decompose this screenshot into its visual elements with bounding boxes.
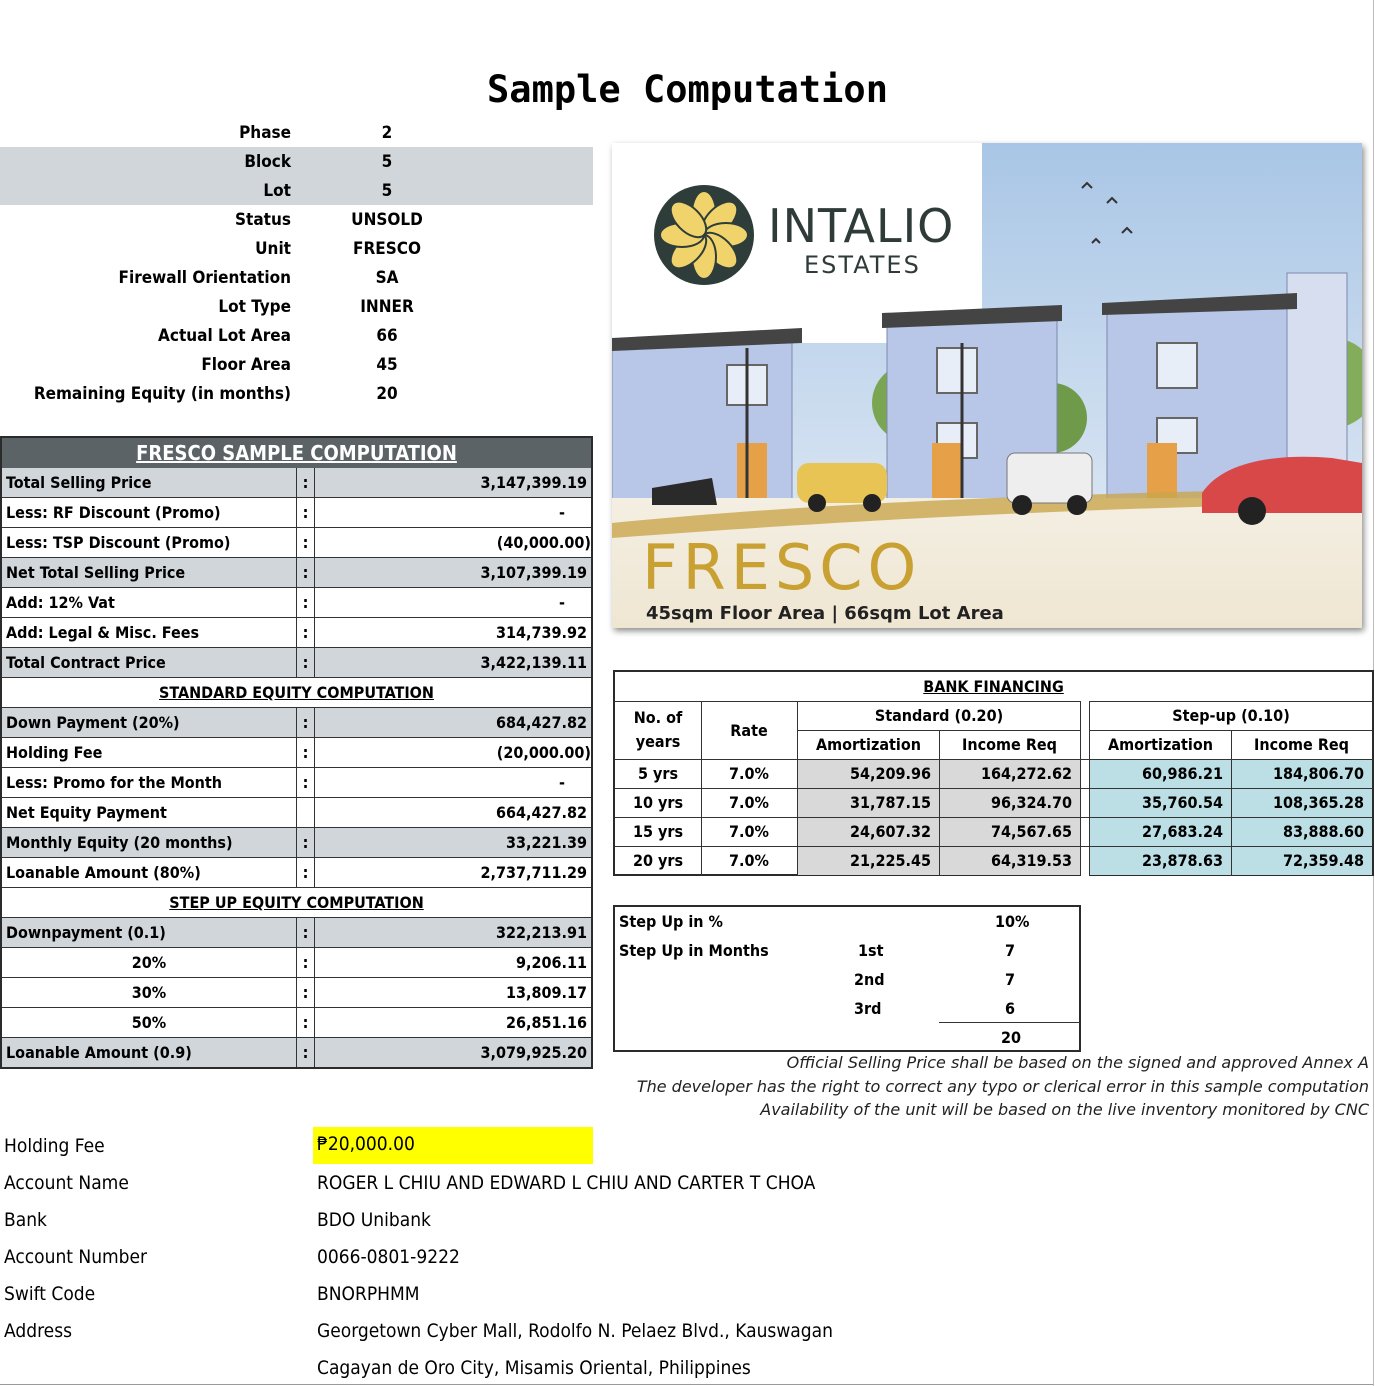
- bank-cell-u-income: 83,888.60: [1282, 822, 1364, 841]
- stepup-ord: 1st: [858, 941, 884, 960]
- stepup-pct-label: Step Up in %: [619, 912, 723, 931]
- row-value: -: [559, 593, 565, 612]
- colon: :: [297, 768, 315, 797]
- colon: :: [297, 648, 315, 677]
- row-value: -: [559, 773, 565, 792]
- stepup-header: Step-up (0.10): [1172, 706, 1290, 725]
- colon: :: [297, 1008, 315, 1037]
- stepup-months-value: 7: [1005, 941, 1016, 960]
- row-label: Less: TSP Discount (Promo): [2, 528, 297, 557]
- info-value: UNSOLD: [351, 209, 423, 230]
- row-label: 30%: [2, 978, 297, 1007]
- info-row: [0, 205, 593, 234]
- info-value: 45: [376, 354, 398, 375]
- std-income-header: Income Req: [962, 735, 1057, 754]
- bottom-border: [0, 1384, 1373, 1385]
- grid-line: [939, 730, 940, 876]
- bank-cell-years: 10 yrs: [632, 793, 684, 812]
- row-label: Loanable Amount (0.9): [2, 1038, 297, 1067]
- row-value: 3,107,399.19: [480, 563, 587, 582]
- table-row: [2, 828, 591, 858]
- row-value: 26,851.16: [505, 1013, 587, 1032]
- info-row: [0, 147, 593, 176]
- row-label: Monthly Equity (20 months): [2, 828, 297, 857]
- bank-cell-u-amort: 35,760.54: [1141, 793, 1223, 812]
- info-value: 5: [381, 151, 393, 172]
- grid-line: [615, 817, 1372, 818]
- row-value: 3,079,925.20: [480, 1043, 587, 1062]
- colon: :: [297, 918, 315, 947]
- table-row: [2, 1038, 591, 1067]
- colon: :: [297, 528, 315, 557]
- info-row: [0, 118, 593, 147]
- standard-header: Standard (0.20): [874, 706, 1004, 725]
- info-row: [0, 263, 593, 292]
- account-number-value: 0066-0801-9222: [317, 1246, 460, 1268]
- standard-equity-header: STANDARD EQUITY COMPUTATION: [2, 678, 591, 708]
- bank-cell-u-amort: 60,986.21: [1141, 764, 1223, 783]
- colon: :: [297, 828, 315, 857]
- info-value: FRESCO: [353, 238, 421, 259]
- table-row: [2, 768, 591, 798]
- address-line1: Georgetown Cyber Mall, Rodolfo N. Pelaez Blvd., Kauswagan: [317, 1320, 833, 1342]
- table-row: [2, 648, 591, 678]
- table-row: [2, 798, 591, 828]
- info-row: [0, 321, 593, 350]
- row-value: 2,737,711.29: [480, 863, 587, 882]
- brand-name: INTALIO: [768, 199, 955, 253]
- colon: :: [297, 708, 315, 737]
- table-row: [2, 558, 591, 588]
- table-row: [2, 708, 591, 738]
- row-label: 20%: [2, 948, 297, 977]
- bank-cell-rate: 7.0%: [729, 822, 769, 841]
- bank-cell-s-amort: 24,607.32: [849, 822, 931, 841]
- grid-line: [798, 730, 1080, 731]
- info-label: Block: [244, 151, 291, 172]
- grid-line: [615, 759, 1372, 760]
- bank-cell-years: 15 yrs: [632, 822, 684, 841]
- row-value: (40,000.00): [496, 533, 591, 552]
- bank-cell-s-income: 96,324.70: [990, 793, 1072, 812]
- bank-cell-u-income: 72,359.48: [1282, 851, 1364, 870]
- brand-subtitle: ESTATES: [804, 251, 921, 279]
- row-label: Less: RF Discount (Promo): [2, 498, 297, 527]
- account-number-label: Account Number: [4, 1246, 148, 1268]
- area-caption: 45sqm Floor Area | 66sqm Lot Area: [646, 603, 1004, 624]
- std-amort-header: Amortization: [816, 735, 921, 754]
- row-value: 684,427.82: [495, 713, 587, 732]
- colon: :: [297, 738, 315, 767]
- info-value: 20: [376, 383, 398, 404]
- row-label: Less: Promo for the Month: [2, 768, 297, 797]
- col-years: No. of years: [633, 708, 683, 751]
- address-line2: Cagayan de Oro City, Misamis Oriental, Philippines: [317, 1357, 751, 1379]
- stepup-total: 20: [1001, 1028, 1022, 1047]
- table-row: [2, 618, 591, 648]
- info-label: Firewall Orientation: [118, 267, 291, 288]
- bank-value: BDO Unibank: [317, 1209, 431, 1231]
- note: Availability of the unit will be based on the live inventory monitored by CNC: [760, 1100, 1369, 1119]
- info-label: Phase: [239, 122, 291, 143]
- table-row: [2, 528, 591, 558]
- table-row: [2, 858, 591, 888]
- table-row: [2, 588, 591, 618]
- property-image: [612, 143, 1362, 628]
- row-label: Down Payment (20%): [2, 708, 297, 737]
- info-row: [0, 350, 593, 379]
- row-label: Net Equity Payment: [2, 798, 297, 827]
- colon: :: [297, 468, 315, 497]
- row-value: 664,427.82: [495, 803, 587, 822]
- note: Official Selling Price shall be based on the signed and approved Annex A: [786, 1053, 1369, 1072]
- info-value: INNER: [360, 296, 414, 317]
- stepup-months-label: Step Up in Months: [619, 941, 769, 960]
- stepup-income-header: Income Req: [1254, 735, 1349, 754]
- row-label: Downpayment (0.1): [2, 918, 297, 947]
- colon: :: [297, 858, 315, 887]
- unit-info: [0, 118, 593, 408]
- colon: :: [297, 1038, 315, 1067]
- bank-cell-u-amort: 27,683.24: [1141, 822, 1223, 841]
- info-row: [0, 379, 593, 408]
- holding-fee-label: Holding Fee: [4, 1135, 105, 1157]
- swift-code-label: Swift Code: [4, 1283, 96, 1305]
- table-row: [2, 1008, 591, 1038]
- bank-label: Bank: [4, 1209, 47, 1231]
- row-value: 314,739.92: [495, 623, 587, 642]
- table-row: [2, 918, 591, 948]
- row-value: 3,422,139.11: [480, 653, 587, 672]
- fresco-header: FRESCO SAMPLE COMPUTATION: [2, 438, 591, 468]
- bank-financing-table: [613, 670, 1374, 876]
- info-label: Lot: [263, 180, 291, 201]
- colon: :: [297, 588, 315, 617]
- grid-line: [1231, 730, 1232, 876]
- account-name-label: Account Name: [4, 1172, 129, 1194]
- info-row: [0, 234, 593, 263]
- row-value: 3,147,399.19: [480, 473, 587, 492]
- row-label: 50%: [2, 1008, 297, 1037]
- bank-cell-u-income: 108,365.28: [1272, 793, 1364, 812]
- bank-cell-s-amort: 21,225.45: [849, 851, 931, 870]
- info-value: 66: [376, 325, 398, 346]
- row-value: 9,206.11: [515, 953, 587, 972]
- stepup-pct-value: 10%: [995, 912, 1030, 931]
- stepup-schedule: [613, 905, 1081, 1052]
- holding-fee-value: ₱20,000.00: [317, 1133, 415, 1155]
- stepup-months-value: 6: [1005, 999, 1016, 1018]
- bank-cell-s-income: 64,319.53: [990, 851, 1072, 870]
- colon: :: [297, 498, 315, 527]
- note: The developer has the right to correct any typo or clerical error in this sample computation: [636, 1077, 1369, 1096]
- row-value: (20,000.00): [496, 743, 591, 762]
- table-row: [2, 468, 591, 498]
- info-value: 5: [381, 180, 393, 201]
- bank-cell-rate: 7.0%: [729, 764, 769, 783]
- stepup-equity-header: STEP UP EQUITY COMPUTATION: [2, 888, 591, 918]
- row-label: Holding Fee: [2, 738, 297, 767]
- bank-cell-u-income: 184,806.70: [1272, 764, 1364, 783]
- stepup-ord: 3rd: [854, 999, 882, 1018]
- page-title: Sample Computation: [487, 68, 888, 111]
- row-value: 322,213.91: [495, 923, 587, 942]
- row-label: Add: Legal & Misc. Fees: [2, 618, 297, 647]
- fresco-computation-table: [0, 436, 593, 1069]
- sum-line: [939, 1022, 1081, 1023]
- row-label: Total Selling Price: [2, 468, 297, 497]
- info-value: 2: [381, 122, 393, 143]
- swift-code-value: BNORPHMM: [317, 1283, 420, 1305]
- row-value: -: [559, 503, 565, 522]
- bank-cell-s-income: 164,272.62: [980, 764, 1072, 783]
- info-label: Unit: [255, 238, 291, 259]
- colon: :: [297, 948, 315, 977]
- row-label: Total Contract Price: [2, 648, 297, 677]
- account-name-value: ROGER L CHIU AND EDWARD L CHIU AND CARTER T CHOA: [317, 1172, 816, 1194]
- colon: :: [297, 978, 315, 1007]
- info-label: Status: [235, 209, 291, 230]
- row-label: Net Total Selling Price: [2, 558, 297, 587]
- table-row: [2, 948, 591, 978]
- grid-line: [615, 788, 1372, 789]
- col-rate: Rate: [730, 720, 768, 740]
- info-label: Actual Lot Area: [158, 325, 291, 346]
- colon: :: [297, 558, 315, 587]
- colon: :: [297, 618, 315, 647]
- bank-cell-rate: 7.0%: [729, 851, 769, 870]
- stepup-ord: 2nd: [854, 970, 885, 989]
- model-name: FRESCO: [642, 531, 922, 604]
- table-row: [2, 498, 591, 528]
- grid-line: [1090, 730, 1372, 731]
- row-label: Loanable Amount (80%): [2, 858, 297, 887]
- row-label: Add: 12% Vat: [2, 588, 297, 617]
- bank-cell-s-amort: 54,209.96: [849, 764, 931, 783]
- info-value: SA: [375, 267, 399, 288]
- address-label: Address: [4, 1320, 73, 1342]
- stepup-amort-header: Amortization: [1108, 735, 1213, 754]
- info-row: [0, 292, 593, 321]
- stepup-months-value: 7: [1005, 970, 1016, 989]
- flower-logo: [654, 185, 754, 285]
- bank-header: BANK FINANCING: [615, 672, 1372, 702]
- grid-line: [615, 846, 1372, 847]
- bank-cell-rate: 7.0%: [729, 793, 769, 812]
- bank-cell-u-amort: 23,878.63: [1141, 851, 1223, 870]
- row-value: 33,221.39: [505, 833, 587, 852]
- colon-blank: [297, 798, 315, 827]
- bank-cell-s-amort: 31,787.15: [849, 793, 931, 812]
- info-label: Remaining Equity (in months): [33, 383, 291, 404]
- table-row: [2, 978, 591, 1008]
- info-label: Floor Area: [201, 354, 291, 375]
- bank-cell-s-income: 74,567.65: [990, 822, 1072, 841]
- row-value: 13,809.17: [505, 983, 587, 1002]
- info-row: [0, 176, 593, 205]
- table-row: [2, 738, 591, 768]
- bank-cell-years: 20 yrs: [632, 851, 684, 870]
- bank-cell-years: 5 yrs: [637, 764, 679, 783]
- info-label: Lot Type: [218, 296, 291, 317]
